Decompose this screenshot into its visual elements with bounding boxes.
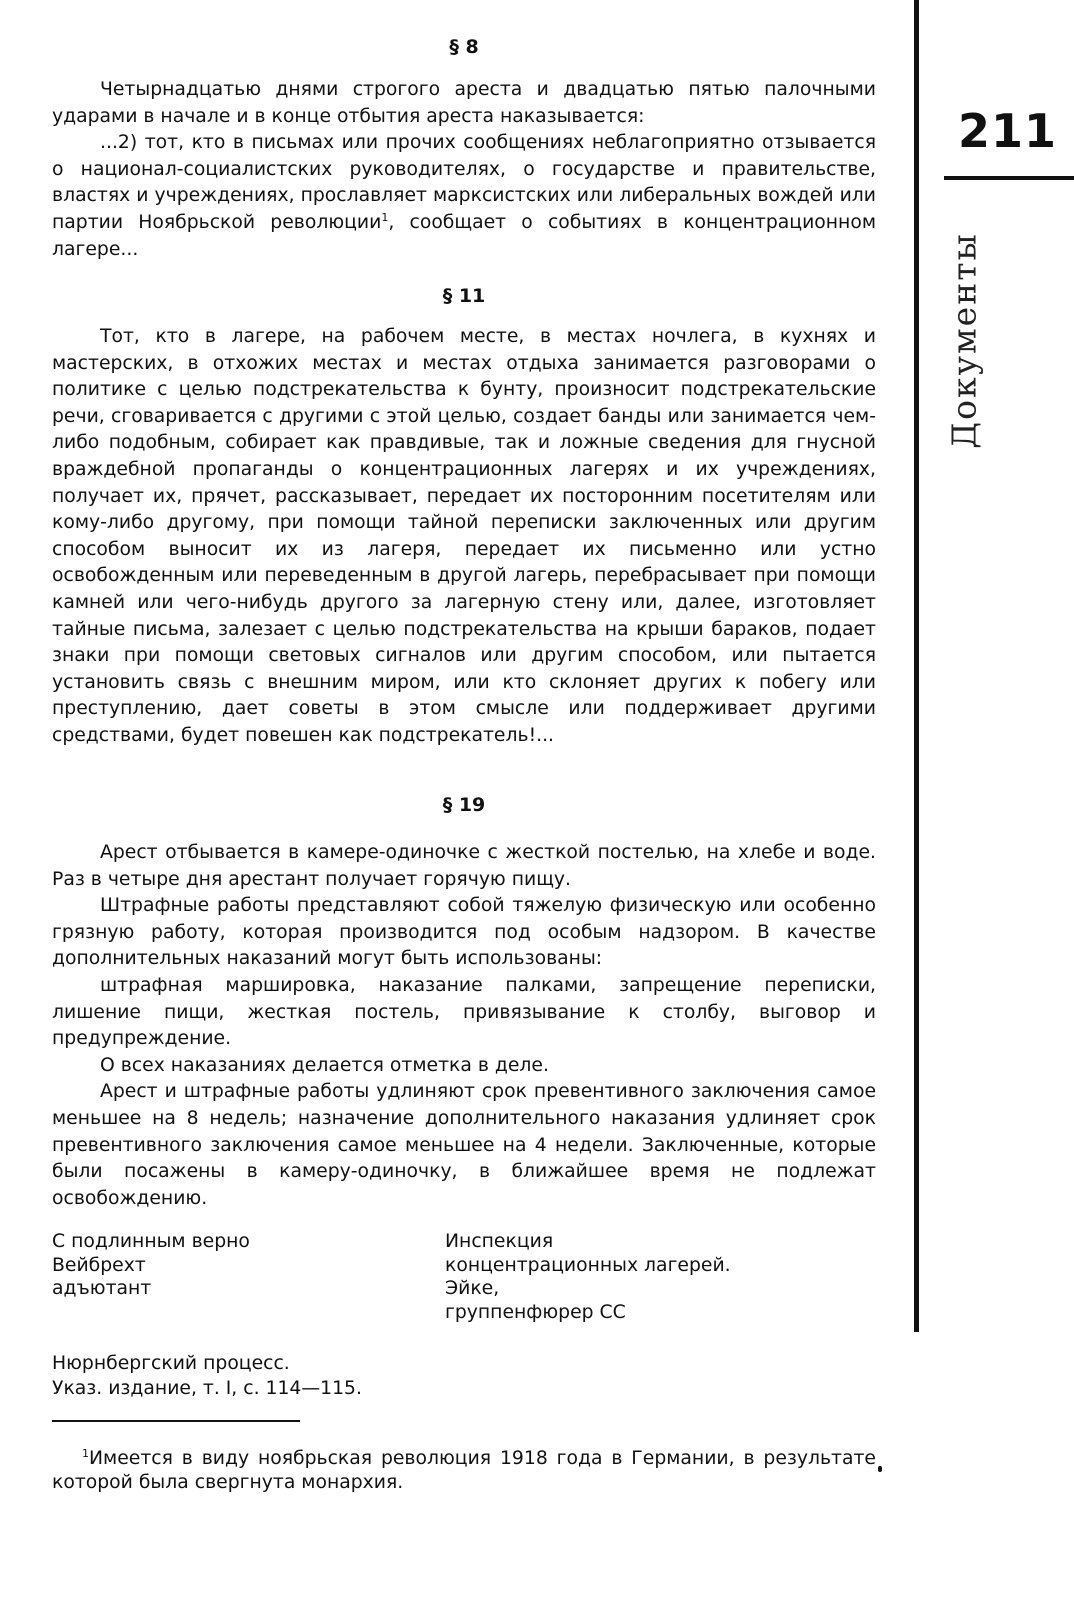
paragraph	[52, 130, 876, 263]
footnote-marker: 1	[82, 1447, 89, 1460]
paragraph: Арест отбывается в камере-одиночке с жесткой постелью, на хлебе и воде. Раз в четыре дня арестант получает горячую пищу.	[52, 842, 876, 890]
paragraph: штрафная маршировка, наказание палками, запрещение переписки, лишение пищи, жесткая постель, привязывание к столбу, выговор и предупреждение.	[52, 974, 876, 1050]
page-number-rule	[944, 176, 1074, 180]
paragraph: Арест и штрафные работы удлиняют срок превентивного заключения самое меньшее на 8 недель; назначение дополнительного наказания удлиняет срок превентивного заключения самое меньшее на 4 недели. Заключенные, которые были посажены в камеру-одиночку, в ближайшее время не подлежат освобождению.	[52, 1081, 876, 1209]
signature-line: Эйке,	[445, 1278, 500, 1299]
page-number: 211	[958, 104, 1058, 158]
signature-line: Инспекция	[445, 1231, 554, 1252]
source-line: Нюрнбергский процесс.	[52, 1353, 290, 1374]
footnote-rule	[52, 1420, 300, 1422]
vertical-rule	[914, 0, 919, 1332]
signature-line: концентрационных лагерей.	[445, 1254, 731, 1276]
footnote-ref: 1	[381, 210, 389, 224]
paragraph-text: , сообщает о событиях в концентрационном лагере...	[52, 211, 876, 260]
section-19-heading: § 19	[442, 794, 486, 816]
source-citation	[52, 1351, 362, 1401]
footnote-text: Имеется в виду ноябрьская революция 1918 года в Германии, в результате которой была свергнута монархия.	[52, 1448, 876, 1493]
section-11-heading: § 11	[442, 285, 486, 307]
section-tab	[940, 220, 988, 460]
paragraph: Четырнадцатью днями строгого ареста и двадцатью пятью палочными ударами в начале и в конце отбытия ареста наказывается:	[52, 79, 876, 127]
paragraph: О всех наказаниях делается отметка в деле.	[100, 1054, 549, 1076]
source-line: Указ. издание, т. I, с. 114—115.	[52, 1378, 362, 1399]
signature-line: адъютант	[52, 1278, 152, 1299]
signature-line: группенфюрер СС	[445, 1301, 626, 1323]
paragraph-text: ...2) тот, кто в письмах или прочих сообщениях неблагоприятно отзывается о национал-социалистских руководителях, о государстве и правительстве, властях и учреждениях, прославляет марксистских или либеральных вождей или партии Ноябрьской революции	[52, 132, 876, 233]
section-tab-label: Документы	[944, 231, 984, 449]
section-11-body	[52, 324, 876, 750]
signature-line: С подлинным верно	[52, 1231, 250, 1252]
signature-line: Вейбрехт	[52, 1254, 146, 1276]
section-8-heading: § 8	[449, 36, 479, 58]
section-19-body	[52, 840, 876, 1212]
footnote	[52, 1447, 876, 1495]
paragraph: Тот, кто в лагере, на рабочем месте, в местах ночлега, в кухнях и мастерских, в отхожих местах и местах отдыха занимается разговорами о политике с целью подстрекательства к бунту, произносит подстрекательские речи, сговаривается с другими с этой целью, создает банды или занимается чем-либо подобным, собирает как правдивые, так и ложные сведения для гнусной враждебной пропаганды о концентрационных лагерях и их учреждениях, получает их, прячет, рассказывает, передает их посторонним посетителям или кому-либо другому, при помощи тайной переписки заключенных или другим способом выносит их из лагеря, передает их письменно или устно освобожденным или переведенным в другой лагерь, перебрасывает при помощи камней или чего-нибудь другого за лагерную стену или, далее, изготовляет тайные письма, залезает с целью подстрекательства на крыши бараков, подает знаки при помощи световых сигналов или другим способом, или пытается установить связь с внешним миром, или кто склоняет других к побегу или преступлению, дает советы в этом смысле или поддерживает другими средствами, будет повешен как подстрекатель!...	[52, 326, 876, 746]
print-speck	[878, 1466, 882, 1472]
signature-right	[445, 1230, 731, 1324]
section-8-body	[52, 77, 876, 263]
signature-left	[52, 1230, 250, 1301]
paragraph: Штрафные работы представляют собой тяжелую физическую или особенно грязную работу, которая производится под особым надзором. В качестве дополнительных наказаний могут быть использованы:	[52, 895, 876, 970]
